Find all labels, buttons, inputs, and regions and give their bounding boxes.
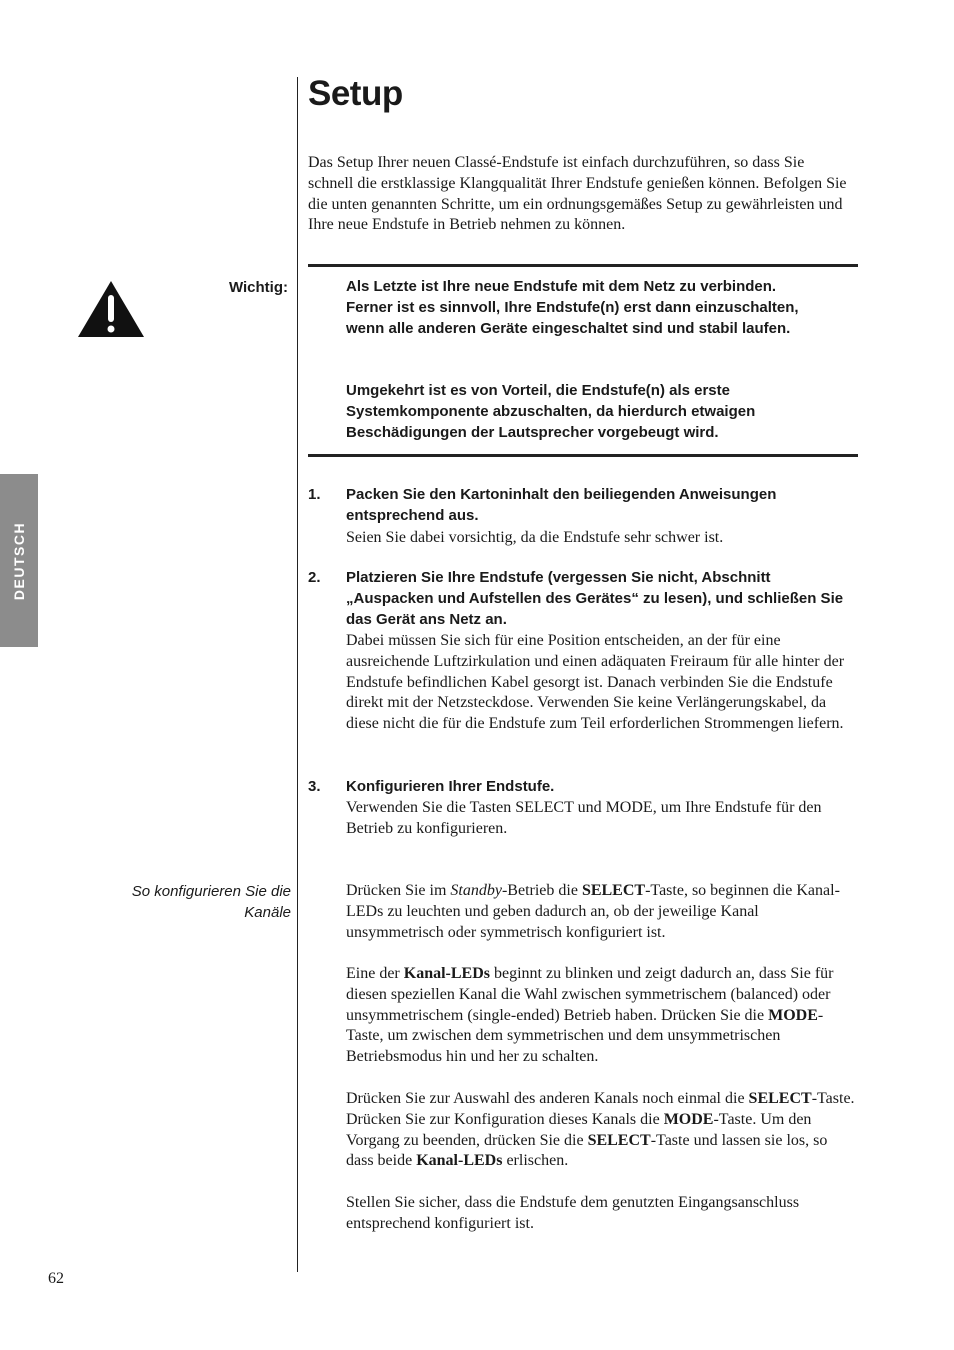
- config-label-line-2: Kanäle: [244, 904, 291, 921]
- text-run-bold: Kanal-LEDs: [403, 965, 490, 982]
- step-2-body: Dabei müssen Sie sich für eine Position entscheiden, an der für eine ausreichende Luftzirkulation und einen adäquaten Freiraum für alle hinter der Endstufe befindlichen Kabel gesorgt ist. Danach verbinden Sie die Endstufe direkt mit der Netzsteckdose. Verwenden Sie keine Verlängerungskabel, da diese nicht die für die Endstufe zum Teil erforderlichen Strommengen liefern.: [346, 632, 845, 733]
- text-run: -Taste. Drücken Sie zur Konfiguration dieses Kanals die: [346, 1090, 855, 1128]
- step-2-heading: Platzieren Sie Ihre Endstufe (vergessen Sie nicht, Abschnitt „Auspacken und Aufstellen des Gerätes“ zu lesen), und schließen Sie das Gerät ans Netz an.: [346, 569, 844, 628]
- text-run-bold: Kanal-LEDs: [416, 1152, 503, 1170]
- config-paragraph-1: [346, 881, 856, 943]
- text-run: Drücken Sie zur Auswahl des anderen Kanals noch einmal die: [346, 1090, 749, 1107]
- important-box-bottom-rule: [308, 454, 858, 457]
- config-paragraph-3: [346, 1089, 856, 1172]
- language-side-tab-label: DEUTSCH: [11, 521, 27, 600]
- config-label-line-1: So konfigurieren Sie die: [131, 883, 291, 900]
- language-side-tab: [0, 474, 38, 647]
- config-paragraph-2: [346, 964, 856, 1068]
- text-run: Drücken Sie im: [346, 882, 451, 899]
- text-run: -Taste und lassen sie los, so dass beide: [346, 1131, 828, 1170]
- text-run-bold: MODE: [663, 1110, 714, 1128]
- text-run-italic: Standby: [450, 882, 502, 899]
- text-run: Eine der: [346, 965, 404, 982]
- step-3-number: 3.: [308, 778, 321, 795]
- config-channels-label: [80, 881, 291, 923]
- step-1-heading: Packen Sie den Kartoninhalt den beiliegenden Anweisungen entsprechend aus.: [346, 486, 777, 524]
- important-paragraph-2: Umgekehrt ist es von Vorteil, die Endstufe(n) als erste Systemkomponente abzuschalten, da hierdurch etwaigen Beschädigungen der Lautsprecher vorgebeugt wird.: [346, 382, 756, 441]
- text-run: -Taste, um zwischen dem symmetrischen und dem unsymmetrischen Betriebsmodus hin und her zu schalten.: [346, 1006, 824, 1066]
- step-1-number: 1.: [308, 486, 321, 503]
- step-3-body: Verwenden Sie die Tasten SELECT und MODE, um Ihre Endstufe für den Betrieb zu konfigurieren.: [346, 799, 822, 837]
- warning-triangle-icon: [76, 279, 146, 339]
- text-run: beginnt zu blinken und zeigt dadurch an, dass Sie für diesen speziellen Kanal die Wahl zwischen symmetrischem (balanced) oder unsymmetrischem (single-ended) Betrieb haben. Drücken Sie die: [346, 965, 834, 1024]
- text-run: -Taste, so beginnen die Kanal-LEDs zu leuchten und geben dadurch an, ob der jeweilige Kanal unsymmetrisch oder symmetrisch konfiguriert ist.: [346, 882, 840, 941]
- important-box-top-rule: [308, 264, 858, 267]
- important-paragraph-1: Als Letzte ist Ihre neue Endstufe mit dem Netz zu verbinden. Ferner ist es sinnvoll, Ihre Endstufe(n) erst dann einzuschalten, wenn alle anderen Geräte eingeschaltet sind und stabil laufen.: [346, 278, 799, 337]
- text-run: -Taste. Um den Vorgang zu beenden, drücken Sie die: [346, 1110, 812, 1149]
- page-number: 62: [48, 1270, 64, 1287]
- text-run: -Betrieb die: [501, 882, 582, 899]
- important-label: Wichtig:: [228, 279, 288, 296]
- text-run-bold: MODE: [768, 1006, 818, 1024]
- step-1-body: Seien Sie dabei vorsichtig, da die Endstufe sehr schwer ist.: [346, 529, 724, 546]
- column-divider: [297, 77, 298, 1272]
- page-title: Setup: [308, 74, 403, 113]
- step-2-number: 2.: [308, 569, 321, 586]
- text-run-bold: SELECT: [587, 1131, 651, 1149]
- intro-paragraph: Das Setup Ihrer neuen Classé-Endstufe ist einfach durchzuführen, so dass Sie schnell die erstklassige Klangqualität Ihrer Endstufe genießen können. Befolgen Sie die unten genannten Schritte, um ein ordnungsgemäßes Setup zu gewährleisten und Ihre neue Endstufe in Betrieb nehmen zu können.: [308, 154, 847, 234]
- config-paragraph-4: Stellen Sie sicher, dass die Endstufe dem genutzten Eingangsanschluss entsprechend konfiguriert ist.: [346, 1194, 800, 1232]
- step-3-heading: Konfigurieren Ihrer Endstufe.: [346, 778, 555, 795]
- text-run-bold: SELECT: [748, 1090, 812, 1107]
- text-run: erlischen.: [502, 1152, 569, 1170]
- text-run-bold: SELECT: [581, 882, 646, 899]
